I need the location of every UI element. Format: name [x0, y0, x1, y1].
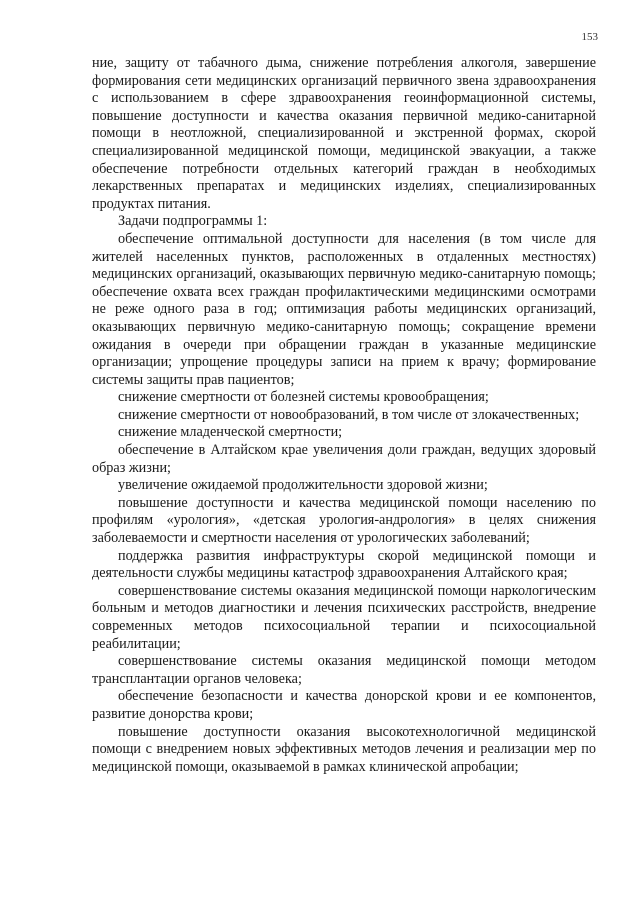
- paragraph-task-blood: обеспечение безопасности и качества донорской крови и ее компонентов, развитие донорства крови;: [92, 688, 596, 722]
- paragraph-task-life-expectancy: увеличение ожидаемой продолжительности здоровой жизни;: [118, 477, 488, 494]
- paragraph-task-urology: повышение доступности и качества медицинской помощи населению по профилям «урология», «детская урология-андрология» в целях снижения заболеваемости и смертности населения от урологических заболеваний;: [92, 494, 596, 547]
- paragraph-task-narcology: совершенствование системы оказания медицинской помощи наркологическим больным и методов диагностики и лечения психических расстройств, внедрение современных методов психосоциальной терапии и психосоциальной реабилитации;: [92, 582, 596, 652]
- paragraph-task-high-tech: повышение доступности оказания высокотехнологичной медицинской помощи с внедрением новых эффективных методов лечения и реализации мер по медицинской помощи, оказываемой в рамках клинической апробации;: [92, 723, 596, 775]
- paragraph-intro: ние, защиту от табачного дыма, снижение потребления алкоголя, завершение формирования сети медицинских организаций первичного звена здравоохранения с использованием в сфере здравоохранения геоинформационной системы, повышение доступности и качества оказания первичной медико-санитарной помощи в неотложной, специализированной и экстренной формах, скорой специализированной медицинской помощи, медицинской эвакуации, а также обеспечение потребности отдельных категорий граждан в необходимых лекарственных препаратах и медицинских изделиях, специализированных продуктах питания.: [92, 55, 596, 212]
- paragraph-task-oncology: снижение смертности от новообразований, в том числе от злокачественных;: [118, 406, 580, 423]
- paragraph-task-healthy-lifestyle: обеспечение в Алтайском крае увеличения доли граждан, ведущих здоровый образ жизни;: [92, 442, 596, 476]
- paragraph-task-transplant: совершенствование системы оказания медицинской помощи методом трансплантации органов человека;: [92, 653, 596, 687]
- paragraph-task-emergency: поддержка развития инфраструктуры скорой медицинской помощи и деятельности службы медицины катастроф здравоохранения Алтайского края;: [92, 547, 596, 582]
- page-number: 153: [581, 31, 598, 43]
- paragraph-task-infant: снижение младенческой смертности;: [118, 424, 343, 441]
- document-body: [92, 55, 596, 776]
- paragraph-tasks-heading: Задачи подпрограммы 1:: [118, 213, 268, 230]
- paragraph-task-access: обеспечение оптимальной доступности для населения (в том числе для жителей населенных пунктов, расположенных в отдаленных местностях) медицинских организаций, оказывающих первичную медико-санитарную помощь; обеспечение охвата всех граждан профилактическими медицинскими осмотрами не реже одного раза в год; оптимизация работы медицинских организаций, оказывающих первичную медико-санитарную помощь; сокращение времени ожидания в очереди при обращении граждан в указанные медицинские организации; упрощение процедуры записи на прием к врачу; формирование системы защиты прав пациентов;: [92, 230, 596, 388]
- paragraph-task-cardio: снижение смертности от болезней системы кровообращения;: [118, 389, 489, 406]
